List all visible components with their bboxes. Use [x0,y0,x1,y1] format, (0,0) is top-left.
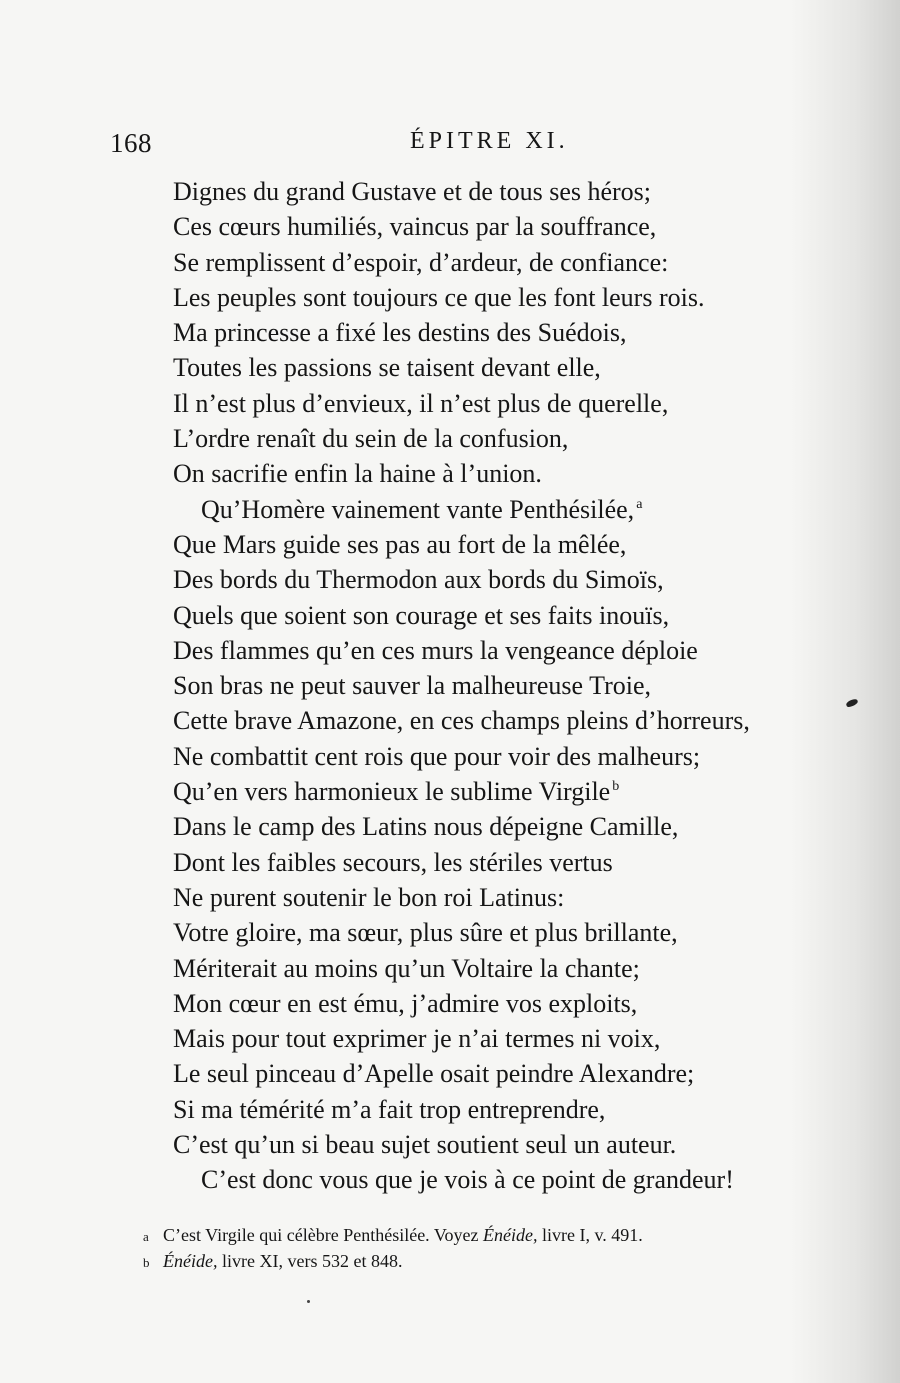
footnotes [143,1222,823,1274]
verse-line: Son bras ne peut sauver la malheureuse Troie, [173,671,652,701]
verse-line: Qu’en vers harmonieux le sublime Virgile $^b$ [173,777,620,807]
verse-line: Se remplissent d’espoir, d’ardeur, de confiance: [173,247,669,277]
verse-line: Des bords du Thermodon aux bords du Simoïs, [173,565,664,595]
verse-line: Ces cœurs humiliés, vaincus par la souffrance, [173,212,657,242]
page-number: 168 [110,128,152,158]
verse-line: Toutes les passions se taisent devant elle, [173,353,601,383]
verse-line: Ma princesse a fixé les destins des Suédois, [173,318,627,348]
verse-line: Le seul pinceau d’Apelle osait peindre Alexandre; [173,1059,695,1089]
verse-line: Les peuples sont toujours ce que les font leurs rois. [173,282,705,312]
verse-line: Mon cœur en est ému, j’admire vos exploits, [173,988,638,1018]
verse-line: On sacrifie enfin la haine à l’union. [173,459,542,489]
verse-line: Quels que soient son courage et ses faits inouïs, [173,600,670,630]
footnote-text: Énéide, livre XI, vers 532 et 848. [163,1251,403,1271]
footnote-b [143,1248,823,1274]
running-title: ÉPITRE XI. [410,128,569,154]
footnote-mark: b [143,1255,150,1270]
verse-line: Dont les faibles secours, les stériles vertus [173,847,613,877]
verse-line: Dignes du grand Gustave et de tous ses héros; [173,177,652,206]
verse-line: Dans le camp des Latins nous dépeigne Camille, [173,812,679,842]
ink-dot [307,1300,310,1303]
verse-line: Cette brave Amazone, en ces champs pleins d’horreurs, [173,706,750,736]
verse-line: C’est qu’un si beau sujet soutient seul un auteur. [173,1130,677,1160]
verse-line: Il n’est plus d’envieux, il n’est plus de querelle, [173,388,669,418]
page-header [0,128,900,168]
footnote-text: C’est Virgile qui célèbre Penthésilée. Voyez Énéide, livre I, v. 491. [163,1225,643,1245]
verse-line: Que Mars guide ses pas au fort de la mêlée, [173,529,627,559]
footnote-mark: a [143,1229,149,1244]
verse-line: Votre gloire, ma sœur, plus sûre et plus brillante, [173,918,678,948]
footnote-ref-b[interactable]: b [612,779,620,795]
verse-line: Ne combattit cent rois que pour voir des malheurs; [173,741,701,771]
footnote-ref-a[interactable]: a [636,497,643,513]
verse-line: Qu’Homère vainement vante Penthésilée, $^a$ [201,494,643,524]
poem-body [173,174,833,1198]
verse-line: C’est donc vous que je vois à ce point de grandeur! [201,1165,734,1195]
verse-line: Si ma témérité m’a fait trop entreprendre, [173,1094,606,1124]
verse-line: Mais pour tout exprimer je n’ai termes ni voix, [173,1024,661,1054]
verse-line: Ne purent soutenir le bon roi Latinus: [173,882,565,912]
verse-line: Mériterait au moins qu’un Voltaire la chante; [173,953,640,983]
verse-line: L’ordre renaît du sein de la confusion, [173,424,569,454]
verse-line: Des flammes qu’en ces murs la vengeance déploie [173,635,698,665]
footnote-a [143,1222,823,1248]
